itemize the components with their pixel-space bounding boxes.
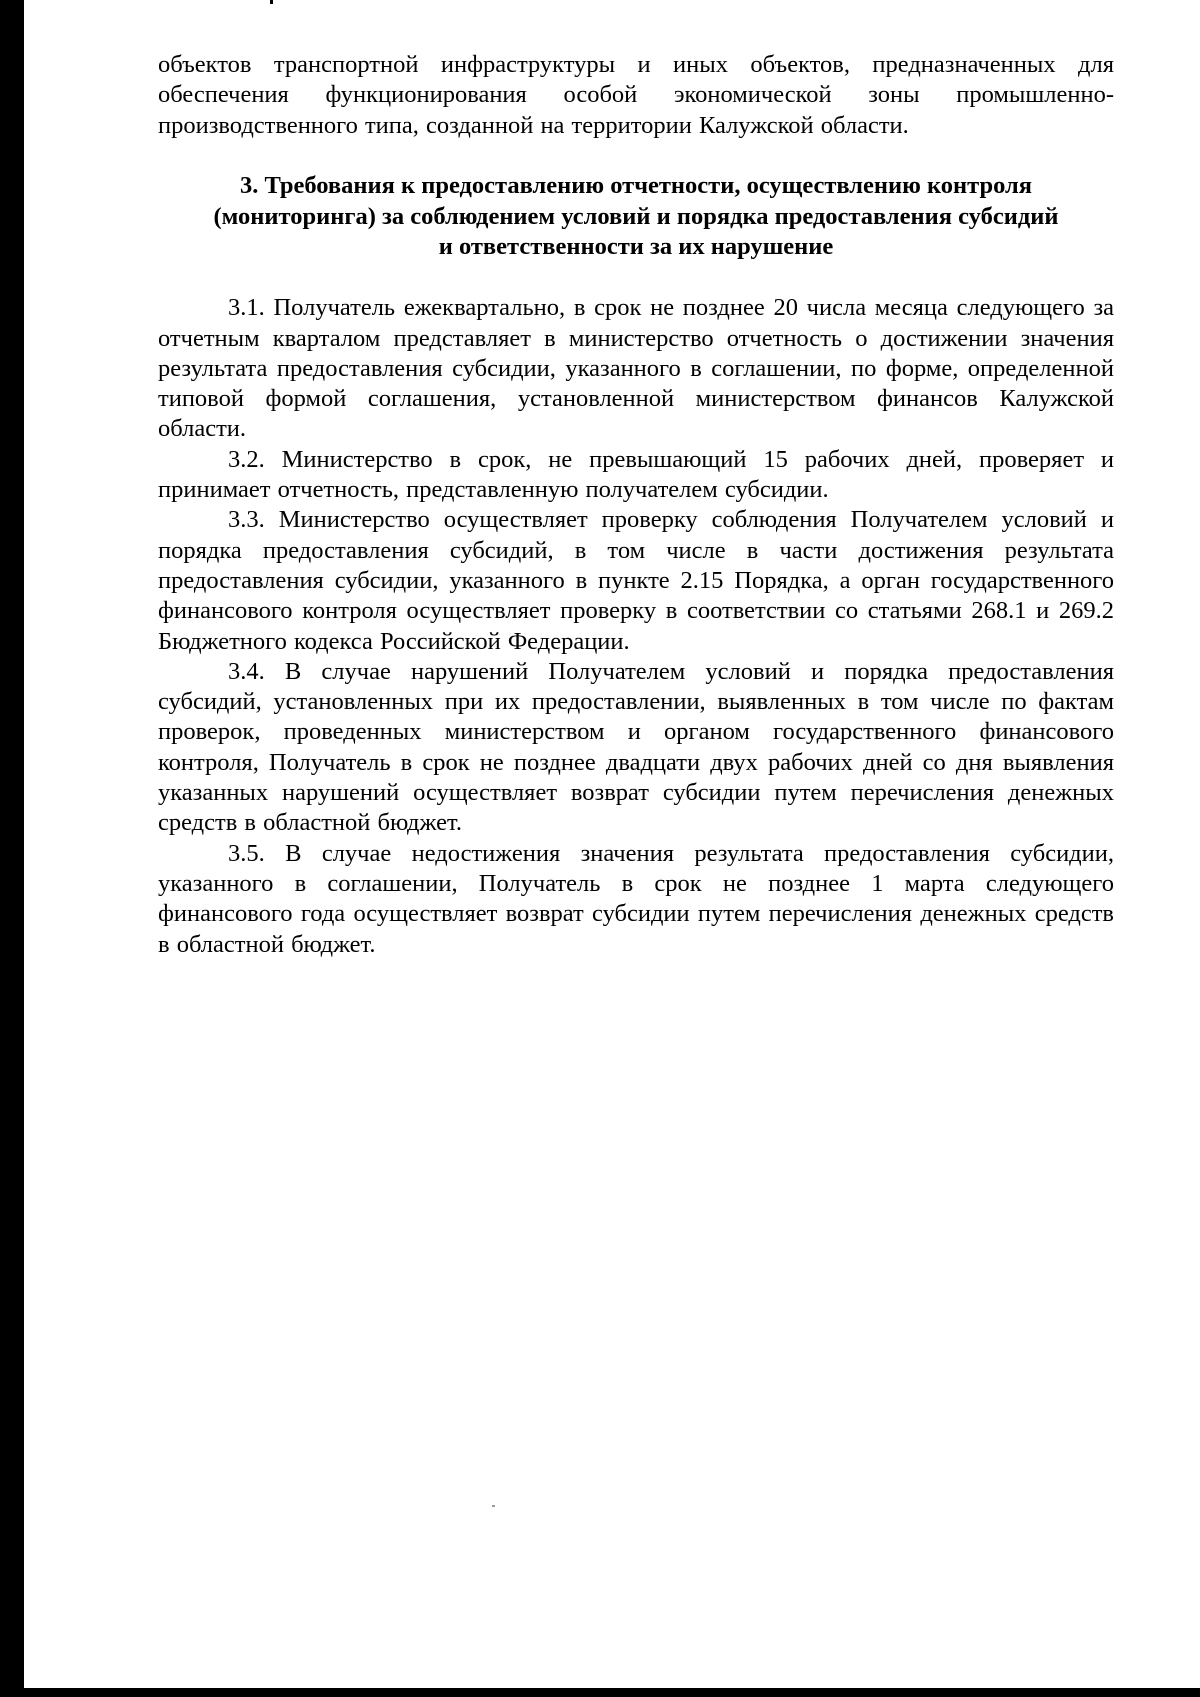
scan-mark [270,0,273,4]
section-heading-line-3: и ответственности за их нарушение [438,233,834,261]
section-paragraphs [158,293,1114,960]
paragraph-3-3: 3.3. Министерство осуществляет проверку соблюдения Получателем условий и порядка предоставления субсидий, в том числе в части достижения результата предоставления субсидии, указанного в пункте 2.15 Порядка, а орган государственного финансового контроля осуществляет проверку в соответствии со статьями 268.1 и 269.2 Бюджетного кодекса Российской Федерации. [158,506,1114,655]
intro-paragraph: объектов транспортной инфраструктуры и иных объектов, предназначенных для обеспечения функционирования особой экономической зоны промышленно-производственного типа, созданной на территории Калужской области. [158,51,1114,139]
document-body [158,50,1114,960]
paragraph-3-4: 3.4. В случае нарушений Получателем условий и порядка предоставления субсидий, установленных при их предоставлении, выявленных в том числе по фактам проверок, проведенных министерством и органом государственного финансового контроля, Получатель в срок не позднее двадцати двух рабочих дней со дня выявления указанных нарушений осуществляет возврат субсидии путем перечисления денежных средств в областной бюджет. [158,657,1114,837]
paragraph-3-2: 3.2. Министерство в срок, не превышающий 15 рабочих дней, проверяет и принимает отчетность, представленную получателем субсидии. [158,445,1114,504]
section-heading [158,171,1114,263]
scan-border-bottom [0,1688,1200,1697]
scan-border-left [0,0,24,1697]
scan-speck [492,1505,495,1507]
paragraph-3-5: 3.5. В случае недостижения значения результата предоставления субсидии, указанного в соглашении, Получатель в срок не позднее 1 марта следующего финансового года осуществляет возврат субсидии путем перечисления денежных средств в областной бюджет. [158,839,1114,958]
section-heading-line-1: 3. Требования к предоставлению отчетности, осуществлению контроля [239,171,1033,199]
paragraph-3-1: 3.1. Получатель ежеквартально, в срок не позднее 20 числа месяца следующего за отчетным кварталом представляет в министерство отчетность о достижении значения результата предоставления субсидии, указанного в соглашении, по форме, определенной типовой формой соглашения, установленной министерством финансов Калужской области. [158,294,1114,443]
section-heading-line-2: (мониторинга) за соблюдением условий и порядка предоставления субсидий [213,202,1059,230]
